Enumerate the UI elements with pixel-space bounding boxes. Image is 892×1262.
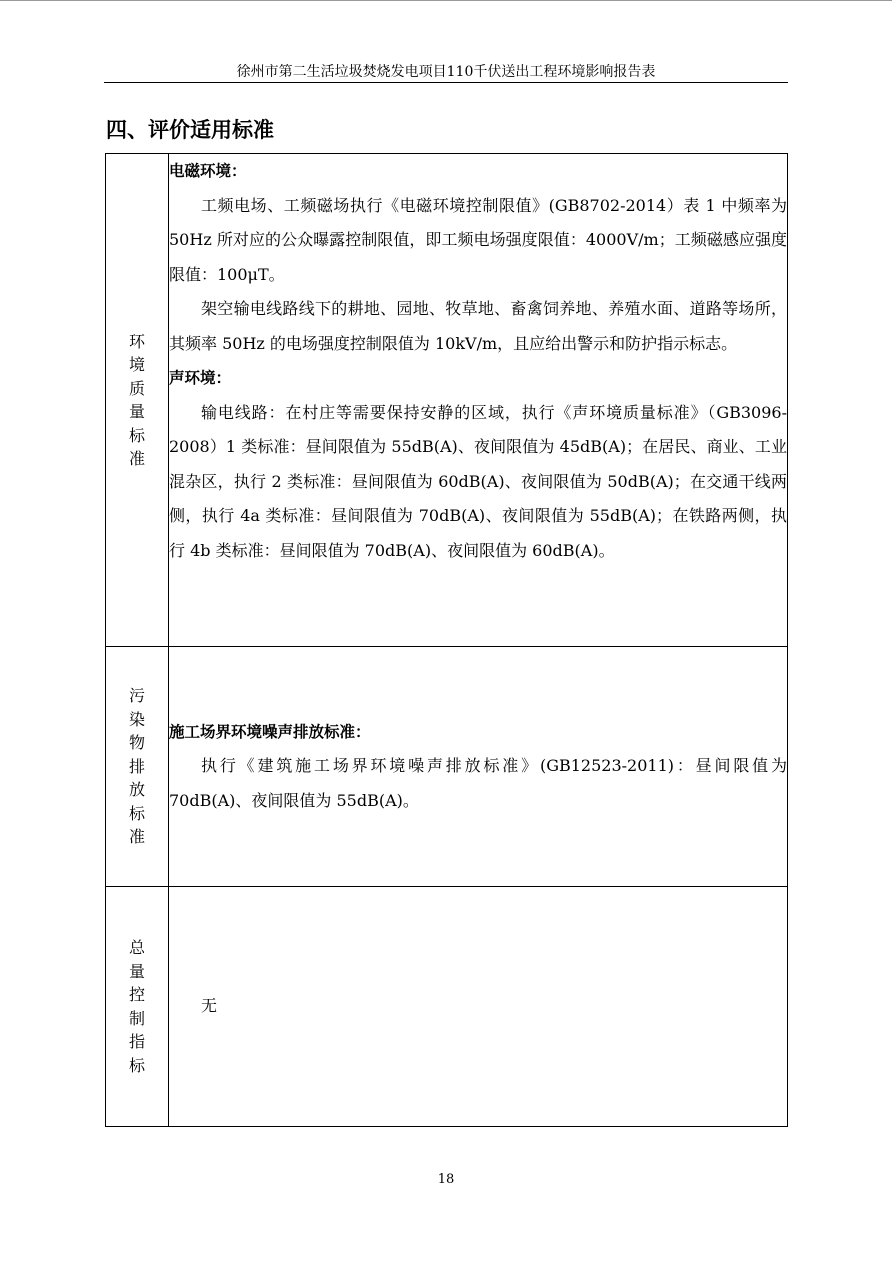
construction-noise-para: 执行《建筑施工场界环境噪声排放标准》(GB12523-2011)：昼间限值为 70dB(A)、夜间限值为 55dB(A)。: [169, 756, 787, 810]
page-top-edge: [0, 0, 892, 1]
total-control-value: 无: [201, 996, 218, 1016]
construction-noise-heading: 施工场界环境噪声排放标准：: [169, 722, 371, 741]
electromagnetic-heading: 电磁环境：: [169, 162, 247, 180]
row-content-cell: [169, 887, 788, 1127]
section-title: 四、评价适用标准: [106, 118, 274, 142]
acoustic-heading: 声环境：: [169, 369, 232, 387]
row-content-cell: [169, 647, 788, 887]
header-rule: [104, 82, 788, 83]
running-header: 徐州市第二生活垃圾焚烧发电项目110千伏送出工程环境影响报告表: [236, 64, 656, 80]
table-row-pollutant-emission: [106, 647, 788, 887]
acoustic-para: 输电线路：在村庄等需要保持安静的区域，执行《声环境质量标准》（GB3096-2008）1 类标准：昼间限值为 55dB(A)、夜间限值为 45dB(A)；在居民、商业、工业混杂区，执行 2 类标准：昼间限值为 60dB(A)、夜间限值为 50dB(A)；在交通干线两侧，执行 4a 类标准：昼间限值为 70dB(A)、夜间限值为 55dB(A)；在铁路两侧，执行 4b 类标准：昼间限值为 70dB(A)、夜间限值为 60dB(A)。: [169, 402, 787, 560]
row-label-cell: [106, 647, 169, 887]
row-label: 总量控制指标: [128, 938, 145, 1075]
row-label-cell: [106, 887, 169, 1127]
table-row-environment-quality: [106, 154, 788, 647]
table-row-total-control: [106, 887, 788, 1127]
standards-table: [105, 153, 788, 1127]
row-label: 环境质量标准: [128, 331, 145, 468]
row-label-cell: [106, 154, 169, 647]
row-content-cell: [169, 154, 788, 647]
electromagnetic-para-1: 工频电场、工频磁场执行《电磁环境控制限值》(GB8702-2014）表 1 中频率为 50Hz 所对应的公众曝露控制限值，即工频电场强度限值：4000V/m；工频磁感应强度限值：100μT。: [169, 195, 787, 284]
electromagnetic-para-2: 架空输电线路线下的耕地、园地、牧草地、畜禽饲养地、养殖水面、道路等场所，其频率 50Hz 的电场强度控制限值为 10kV/m，且应给出警示和防护指示标志。: [169, 299, 787, 353]
page-number: 18: [437, 1172, 455, 1187]
row-label: 污染物排放标准: [128, 686, 145, 847]
